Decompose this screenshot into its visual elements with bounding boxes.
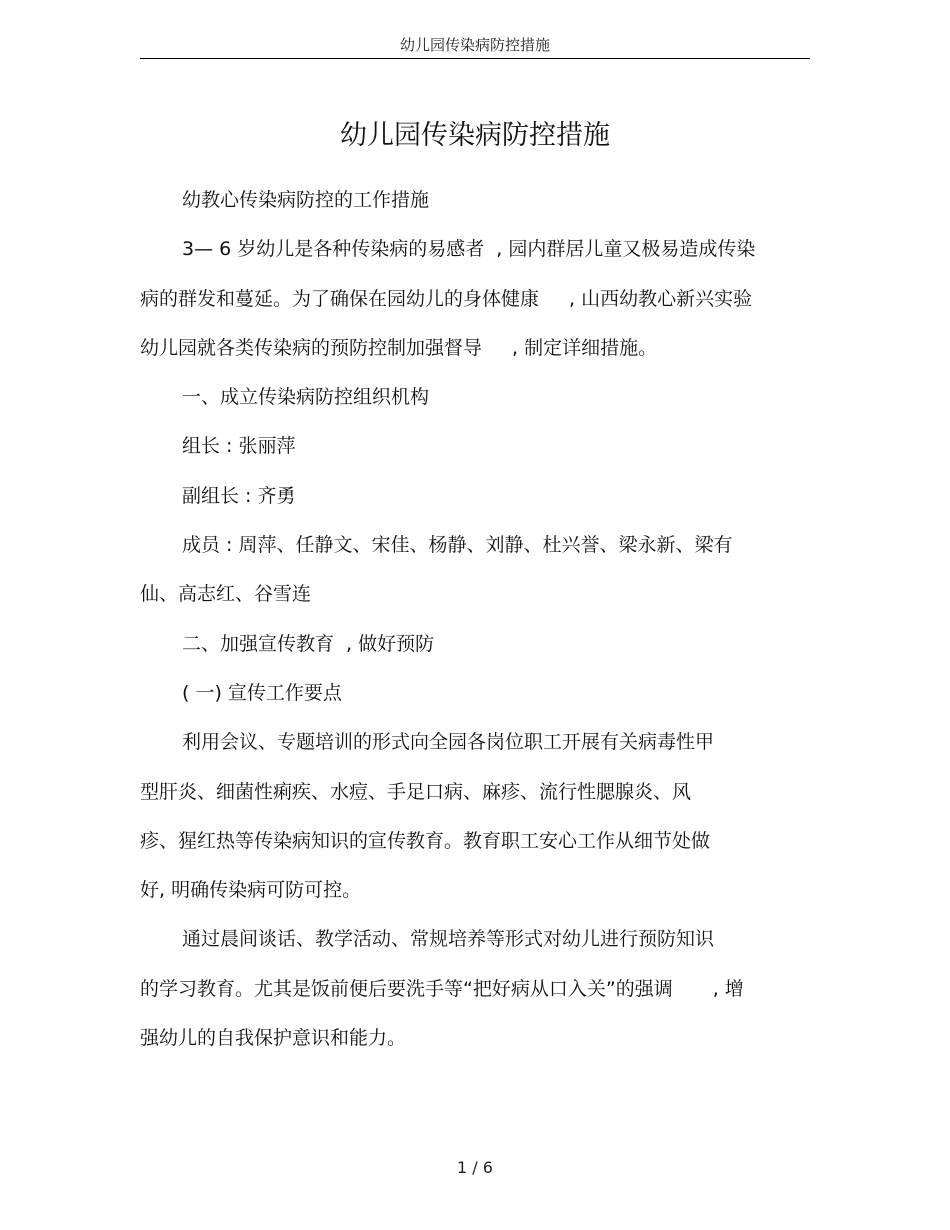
text-segment: 的学习教育。尤其是饭前便后要洗手等“把好病从口入关”的强调 xyxy=(140,977,673,1000)
page-indicator: 1 / 6 xyxy=(457,1158,493,1177)
paragraph-line xyxy=(140,866,812,915)
page-header xyxy=(140,34,810,59)
text-line: 强幼儿的自我保护意识和能力。 xyxy=(140,1027,407,1050)
text-line: 利用会议、专题培训的形式向全园各岗位职工开展有关病毒性甲 xyxy=(182,731,715,754)
text-segment: , 做好预防 xyxy=(346,632,435,655)
paragraph-line xyxy=(140,521,812,570)
text-line: 成员 : 周萍、任静文、宋佳、杨静、刘静、杜兴誉、梁永新、梁有 xyxy=(182,534,733,557)
paragraph-line xyxy=(140,324,812,373)
text-segment: , 增 xyxy=(712,977,744,1000)
paragraph-line xyxy=(140,225,812,274)
text-segment: , 制定详细措施。 xyxy=(512,336,658,359)
text-line: 一、成立传染病防控组织机构 xyxy=(182,386,430,409)
paragraph-line xyxy=(140,768,812,817)
paragraph-line xyxy=(140,965,812,1014)
text-line: ( 一) 宣传工作要点 xyxy=(182,681,342,704)
paragraph-subtitle xyxy=(140,176,812,225)
paragraph-line xyxy=(140,1014,812,1063)
paragraph-line xyxy=(140,472,812,521)
subsection-heading xyxy=(140,669,812,718)
text-segment: 幼儿园就各类传染病的预防控制加强督导 xyxy=(140,336,483,359)
text-segment: 3— 6 岁幼儿是各种传染病的易感者 xyxy=(182,238,485,261)
text-line: 组长 : 张丽萍 xyxy=(182,435,296,458)
text-line: 型肝炎、细菌性痢疾、水痘、手足口病、麻疹、流行性腮腺炎、风 xyxy=(140,780,692,803)
text-line: 疹、猩红热等传染病知识的宣传教育。教育职工安心工作从细节处做 xyxy=(140,829,711,852)
text-line: 好, 明确传染病可防可控。 xyxy=(140,879,362,902)
text-segment: , 园内群居儿童又极易造成传染 xyxy=(496,238,756,261)
text-segment: , 山西幼教心新兴实验 xyxy=(569,287,753,310)
paragraph-line xyxy=(140,718,812,767)
paragraph-line xyxy=(140,422,812,471)
paragraph-line xyxy=(140,817,812,866)
text-segment: 病的群发和蔓延。为了确保在园幼儿的身体健康 xyxy=(140,287,540,310)
section-heading xyxy=(140,620,812,669)
paragraph-line xyxy=(140,570,812,619)
page-footer xyxy=(0,1157,950,1179)
text-line: 副组长 : 齐勇 xyxy=(182,484,296,507)
paragraph-line xyxy=(140,915,812,964)
text-line: 通过晨间谈话、教学活动、常规培养等形式对幼儿进行预防知识 xyxy=(182,928,715,951)
running-title: 幼儿园传染病防控措施 xyxy=(399,36,550,54)
paragraph-line xyxy=(140,275,812,324)
text-line: 仙、高志红、谷雪连 xyxy=(140,583,312,606)
document-title: 幼儿园传染病防控措施 xyxy=(340,120,610,151)
document-body xyxy=(140,176,812,1063)
section-heading xyxy=(140,373,812,422)
text-line: 幼教心传染病防控的工作措施 xyxy=(182,189,430,211)
text-segment: 二、加强宣传教育 xyxy=(182,632,335,655)
